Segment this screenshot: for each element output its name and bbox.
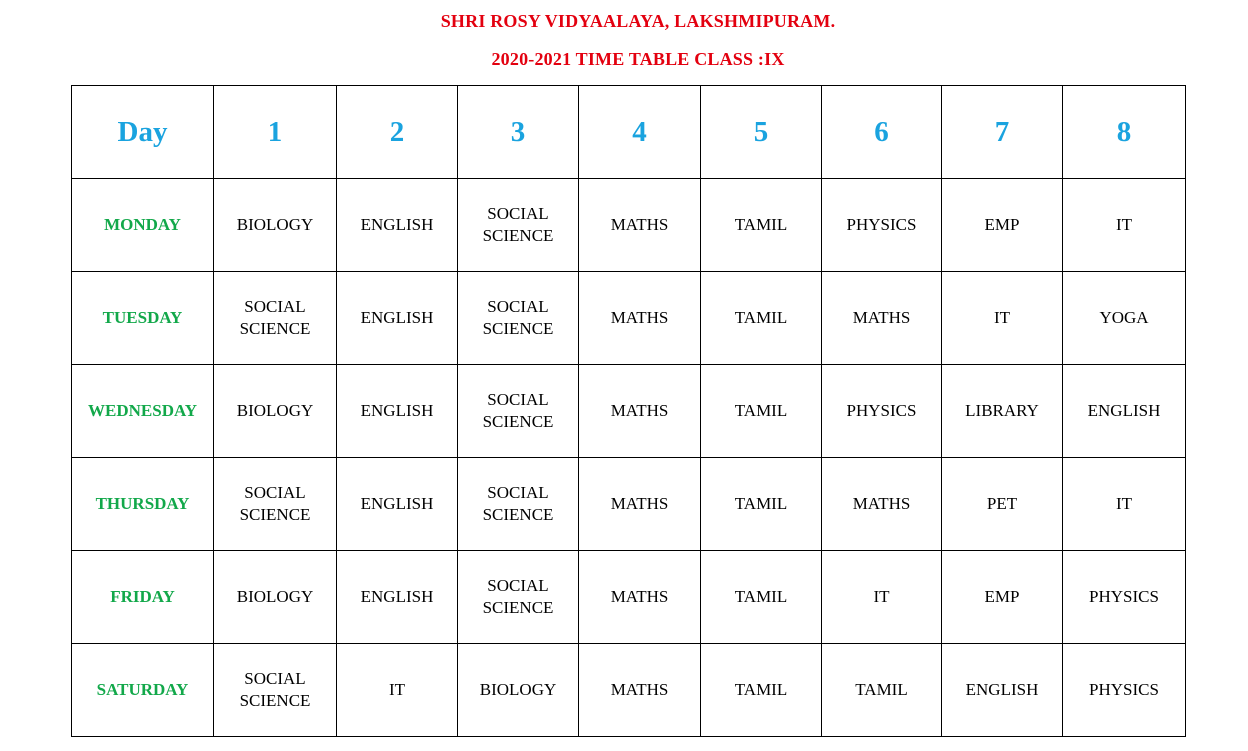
- period-cell: [337, 179, 458, 272]
- column-header-period: 6: [822, 86, 942, 179]
- subject-label: BIOLOGY: [479, 680, 557, 699]
- period-cell: [579, 644, 701, 737]
- period-cell: [579, 179, 701, 272]
- column-header-period: 2: [337, 86, 458, 179]
- subject-label: BIOLOGY: [236, 587, 314, 606]
- period-cell: [822, 644, 942, 737]
- period-cell: [701, 551, 822, 644]
- period-cell: [337, 458, 458, 551]
- table-row: [72, 644, 1186, 737]
- period-cell: [214, 644, 337, 737]
- subject-label: SOCIAL SCIENCE: [482, 390, 554, 431]
- period-cell: [942, 551, 1063, 644]
- subject-label: TAMIL: [734, 680, 788, 699]
- subject-label: IT: [1115, 494, 1133, 513]
- period-cell: [1063, 551, 1186, 644]
- subject-label: EMP: [984, 587, 1020, 606]
- school-title: SHRI ROSY VIDYAALAYA, LAKSHMIPURAM.: [440, 11, 836, 31]
- period-cell: [337, 365, 458, 458]
- subject-label: IT: [993, 308, 1011, 327]
- period-cell: [458, 365, 579, 458]
- period-cell: [579, 551, 701, 644]
- subject-label: BIOLOGY: [236, 215, 314, 234]
- subject-label: TAMIL: [734, 215, 788, 234]
- day-label: WEDNESDAY: [72, 365, 214, 458]
- subject-label: TAMIL: [734, 308, 788, 327]
- period-cell: [579, 458, 701, 551]
- subject-label: MATHS: [610, 680, 669, 699]
- subject-label: SOCIAL SCIENCE: [239, 669, 311, 710]
- period-cell: [579, 365, 701, 458]
- subject-label: ENGLISH: [360, 215, 434, 234]
- day-label: SATURDAY: [72, 644, 214, 737]
- subject-label: PHYSICS: [1089, 680, 1159, 699]
- period-cell: [822, 272, 942, 365]
- period-cell: [822, 551, 942, 644]
- period-cell: [1063, 644, 1186, 737]
- header-row: [72, 86, 1186, 179]
- subject-label: MATHS: [610, 587, 669, 606]
- subject-label: ENGLISH: [360, 587, 434, 606]
- subject-label: SOCIAL SCIENCE: [239, 483, 311, 524]
- period-cell: [214, 551, 337, 644]
- period-cell: [214, 458, 337, 551]
- day-label: FRIDAY: [72, 551, 214, 644]
- period-cell: [701, 644, 822, 737]
- period-cell: [337, 272, 458, 365]
- subject-label: SOCIAL SCIENCE: [239, 297, 311, 338]
- period-cell: [701, 272, 822, 365]
- subject-label: ENGLISH: [360, 494, 434, 513]
- period-cell: [214, 365, 337, 458]
- subject-label: TAMIL: [855, 680, 908, 699]
- day-label: THURSDAY: [72, 458, 214, 551]
- period-cell: [458, 644, 579, 737]
- period-cell: [458, 272, 579, 365]
- period-cell: [458, 458, 579, 551]
- day-label: MONDAY: [72, 179, 214, 272]
- period-cell: [701, 179, 822, 272]
- subject-label: MATHS: [610, 308, 669, 327]
- period-cell: [1063, 179, 1186, 272]
- table-row: [72, 272, 1186, 365]
- column-header-period: 4: [579, 86, 701, 179]
- subject-label: TAMIL: [734, 401, 788, 420]
- column-header-day: Day: [72, 86, 214, 179]
- day-label: TUESDAY: [72, 272, 214, 365]
- column-header-period: 3: [458, 86, 579, 179]
- period-cell: [942, 272, 1063, 365]
- subject-label: SOCIAL SCIENCE: [482, 576, 554, 617]
- column-header-period: 8: [1063, 86, 1186, 179]
- subject-label: MATHS: [852, 308, 911, 327]
- column-header-period: 7: [942, 86, 1063, 179]
- timetable: [71, 85, 1186, 737]
- period-cell: [214, 179, 337, 272]
- period-cell: [1063, 458, 1186, 551]
- table-row: [72, 179, 1186, 272]
- period-cell: [701, 458, 822, 551]
- period-cell: [337, 644, 458, 737]
- subject-label: PHYSICS: [1089, 587, 1159, 606]
- subject-label: ENGLISH: [965, 680, 1039, 699]
- subject-label: SOCIAL SCIENCE: [482, 483, 554, 524]
- subject-label: MATHS: [610, 494, 669, 513]
- period-cell: [337, 551, 458, 644]
- subject-label: YOGA: [1099, 308, 1149, 327]
- subject-label: LIBRARY: [965, 401, 1039, 420]
- period-cell: [822, 365, 942, 458]
- subject-label: BIOLOGY: [236, 401, 314, 420]
- period-cell: [942, 365, 1063, 458]
- subject-label: SOCIAL SCIENCE: [482, 297, 554, 338]
- period-cell: [822, 458, 942, 551]
- period-cell: [1063, 365, 1186, 458]
- subject-label: PHYSICS: [846, 401, 917, 420]
- subject-label: IT: [873, 587, 890, 606]
- table-row: [72, 551, 1186, 644]
- subject-label: ENGLISH: [360, 308, 434, 327]
- period-cell: [458, 179, 579, 272]
- subject-label: TAMIL: [734, 494, 788, 513]
- column-header-period: 1: [214, 86, 337, 179]
- subject-label: MATHS: [610, 215, 669, 234]
- period-cell: [942, 458, 1063, 551]
- subject-label: PET: [986, 494, 1018, 513]
- table-row: [72, 365, 1186, 458]
- timetable-subtitle: 2020-2021 TIME TABLE CLASS :IX: [491, 49, 785, 69]
- subject-label: EMP: [984, 215, 1020, 234]
- subject-label: SOCIAL SCIENCE: [482, 204, 554, 245]
- period-cell: [822, 179, 942, 272]
- subject-label: TAMIL: [734, 587, 788, 606]
- subject-label: MATHS: [610, 401, 669, 420]
- subject-label: IT: [1115, 215, 1133, 234]
- period-cell: [214, 272, 337, 365]
- subject-label: PHYSICS: [846, 215, 917, 234]
- period-cell: [942, 179, 1063, 272]
- period-cell: [942, 644, 1063, 737]
- period-cell: [701, 365, 822, 458]
- period-cell: [458, 551, 579, 644]
- subject-label: ENGLISH: [360, 401, 434, 420]
- subject-label: ENGLISH: [1087, 401, 1161, 420]
- column-header-period: 5: [701, 86, 822, 179]
- period-cell: [1063, 272, 1186, 365]
- period-cell: [579, 272, 701, 365]
- subject-label: IT: [388, 680, 406, 699]
- table-row: [72, 458, 1186, 551]
- subject-label: MATHS: [852, 494, 911, 513]
